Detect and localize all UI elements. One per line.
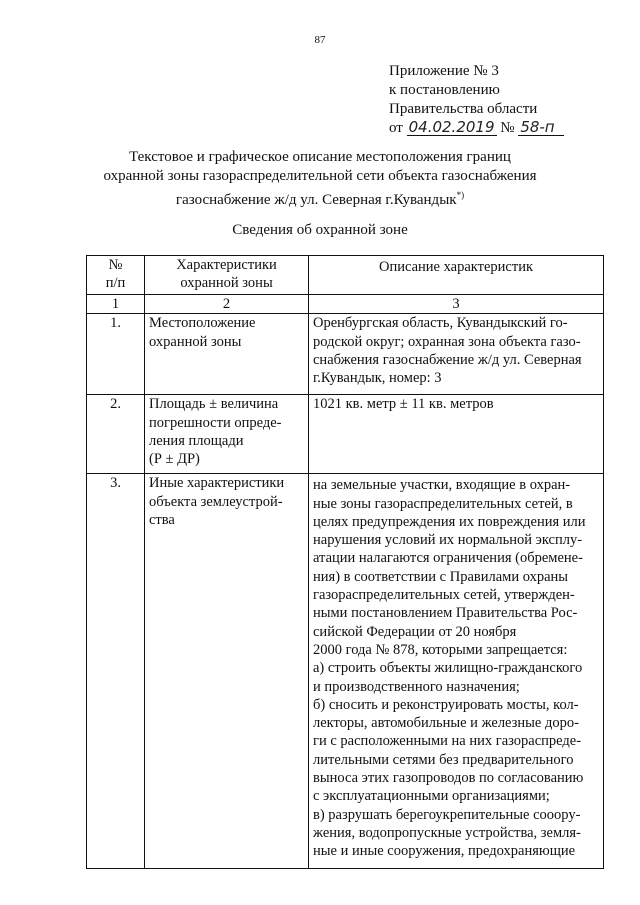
- char-line: ства: [149, 511, 175, 528]
- table-row: [87, 314, 604, 395]
- header-char-line-1: Характеристики: [176, 257, 277, 273]
- char-line: объекта землеустрой-: [149, 493, 283, 510]
- desc-line: и производственного назначения;: [313, 678, 520, 695]
- appendix-line-1: Приложение № 3: [389, 63, 499, 79]
- desc-line: ги с расположенными на них газораспреде-: [313, 733, 582, 750]
- title-line-3: [90, 186, 550, 210]
- section-subtitle: Сведения об охранной зоне: [232, 222, 408, 238]
- footnote-mark: *): [456, 190, 465, 200]
- desc-line: а) строить объекты жилищно-гражданского: [313, 660, 583, 677]
- row-characteristic: [145, 474, 309, 869]
- number-label: №: [500, 120, 515, 136]
- zone-info-table: [86, 255, 604, 869]
- desc-line: атации налагаются ограничения (обремене-: [313, 550, 583, 567]
- handwritten-date: 04.02.2019: [408, 118, 495, 136]
- desc-line: целях предупреждения их повреждения или: [313, 513, 586, 530]
- desc-line: нарушения условий их нормальной эксплу-: [313, 532, 583, 549]
- desc-line: лительными сетями без предварительного: [313, 751, 574, 768]
- appendix-date-line: [389, 119, 564, 138]
- row-number: 2.: [87, 395, 145, 474]
- row-description: [309, 474, 604, 869]
- char-line: Площадь ± величина: [149, 396, 279, 413]
- title-line-3-text: газоснабжение ж/д ул. Северная г.Кувандык: [175, 192, 457, 208]
- desc-line: 1021 кв. метр ± 11 кв. метров: [313, 396, 494, 413]
- from-label: от: [389, 120, 403, 136]
- char-line: (Р ± ДР): [149, 451, 200, 468]
- header-num-line-2: п/п: [105, 275, 126, 292]
- page-number: 87: [314, 34, 326, 46]
- desc-line: газораспределительных сетей, утвержден-: [313, 587, 575, 604]
- row-characteristic: [145, 314, 309, 395]
- appendix-block: [389, 62, 564, 138]
- index-cell: 3: [309, 295, 604, 314]
- desc-line: ными постановлением Правительства Рос-: [313, 605, 578, 622]
- char-line: погрешности опреде-: [149, 414, 282, 431]
- desc-line: Оренбургская область, Кувандыкский го-: [313, 315, 568, 332]
- title-line-2: охранной зоны газораспределительной сети объекта газоснабжения: [103, 168, 537, 184]
- table-header-row: [87, 256, 604, 295]
- char-line: Иные характеристики: [149, 475, 285, 492]
- desc-line: жения, водопропускные устройства, земля-: [313, 824, 581, 841]
- handwritten-number: 58-п: [518, 119, 564, 136]
- char-line: ления площади: [149, 432, 244, 449]
- desc-line: снабжения газоснабжение ж/д ул. Северная: [313, 351, 582, 368]
- char-line: Местоположение: [149, 315, 256, 332]
- desc-line: 2000 года № 878, которыми запрещается:: [313, 641, 568, 658]
- row-number: 3.: [87, 474, 145, 869]
- table-row: [87, 395, 604, 474]
- header-num-line-1: №: [108, 257, 123, 273]
- desc-line: выноса этих газопроводов по согласованию: [313, 770, 584, 787]
- header-characteristics: [145, 256, 309, 295]
- header-num: [87, 256, 145, 295]
- desc-line: г.Кувандык, номер: 3: [313, 370, 442, 387]
- document-title: [90, 148, 550, 210]
- table-index-row: [87, 295, 604, 314]
- row-description: [309, 395, 604, 474]
- header-char-line-2: охранной зоны: [180, 275, 273, 292]
- table-row: [87, 474, 604, 869]
- desc-line: родской округ; охранная зона объекта газо-: [313, 333, 581, 350]
- title-line-1: Текстовое и графическое описание местоположения границ: [129, 149, 511, 165]
- desc-line: б) сносить и реконструировать мосты, кол-: [313, 696, 579, 713]
- desc-line: на земельные участки, входящие в охран-: [313, 477, 571, 494]
- appendix-line-3: Правительства области: [389, 101, 538, 117]
- row-characteristic: [145, 395, 309, 474]
- appendix-line-2: к постановлению: [389, 82, 500, 98]
- desc-line: ные зоны газораспределительных сетей, в: [313, 495, 573, 512]
- desc-line: в) разрушать берегоукрепительные сооору-: [313, 806, 581, 823]
- desc-line: сийской Федерации от 20 ноября: [313, 623, 517, 640]
- desc-line: ные и иные сооружения, предохраняющие: [313, 843, 576, 860]
- desc-line: с эксплуатационными организациями;: [313, 788, 550, 805]
- desc-line: ния) в соответствии с Правилами охраны: [313, 568, 569, 585]
- char-line: охранной зоны: [149, 333, 242, 350]
- index-cell: 2: [145, 295, 309, 314]
- row-description: [309, 314, 604, 395]
- index-cell: 1: [87, 295, 145, 314]
- header-description: Описание характеристик: [309, 256, 604, 295]
- desc-line: лекторы, автомобильные и железные доро-: [313, 715, 579, 732]
- row-number: 1.: [87, 314, 145, 395]
